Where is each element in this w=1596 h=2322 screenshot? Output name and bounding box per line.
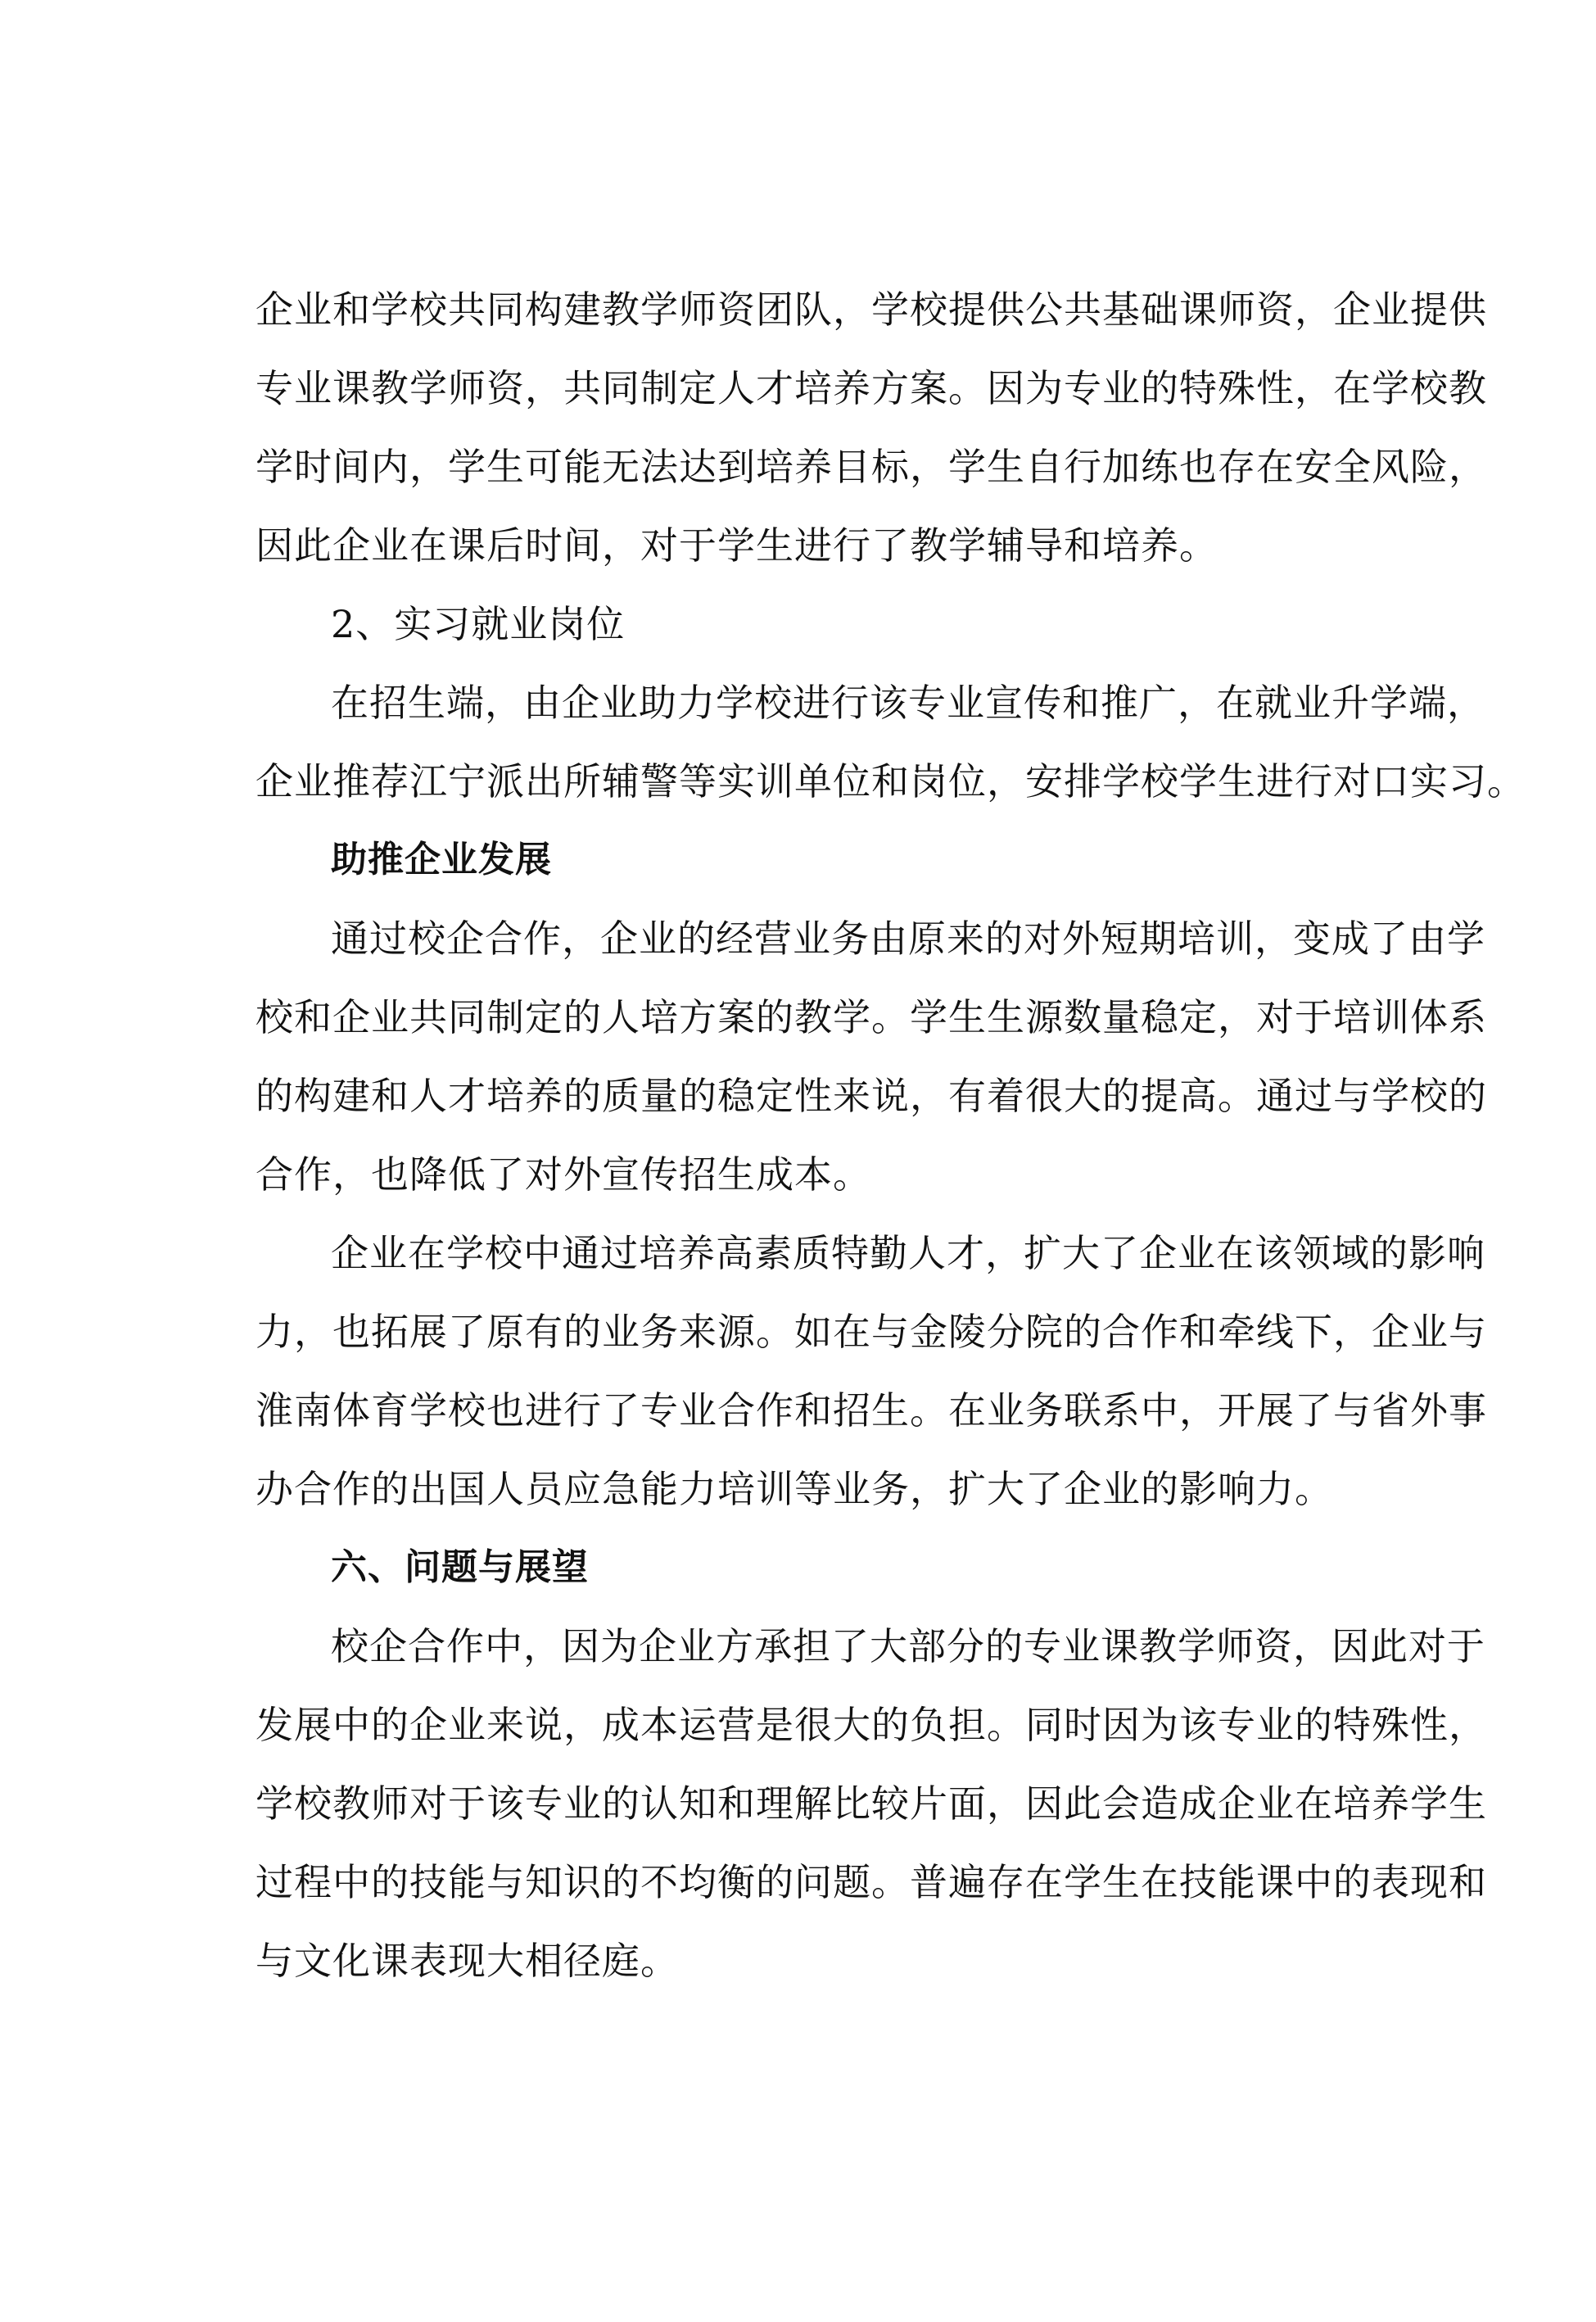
paragraph-line: 校和企业共同制定的人培方案的教学。学生生源数量稳定，对于培训体系 [255,995,1487,1039]
paragraph-line: 专业课教学师资，共同制定人才培养方案。因为专业的特殊性，在学校教 [255,366,1487,410]
paragraph-line: 合作，也降低了对外宣传招生成本。 [255,1152,871,1197]
paragraph-line: 企业推荐江宁派出所辅警等实训单位和岗位，安排学校学生进行对口实习。 [255,759,1526,803]
paragraph-line: 在招生端，由企业助力学校进行该专业宣传和推广，在就业升学端， [331,681,1485,725]
paragraph-line: 发展中的企业来说，成本运营是很大的负担。同时因为该专业的特殊性， [255,1703,1487,1747]
paragraph-line: 学校教师对于该专业的认知和理解比较片面，因此会造成企业在培养学生 [255,1781,1487,1826]
section-subheading: 2、实习就业岗位 [331,602,626,646]
section-heading: 助推企业发展 [331,839,552,880]
paragraph-line: 的构建和人才培养的质量的稳定性来说，有着很大的提高。通过与学校的 [255,1074,1487,1118]
paragraph-line: 淮南体育学校也进行了专业合作和招生。在业务联系中，开展了与省外事 [255,1388,1487,1433]
paragraph-line: 企业在学校中通过培养高素质特勤人才，扩大了企业在该领域的影响 [331,1231,1485,1275]
document-body [255,270,1526,2000]
paragraph-line: 通过校企合作，企业的经营业务由原来的对外短期培训，变成了由学 [331,917,1485,961]
paragraph-line: 与文化课表现大相径庭。 [255,1939,679,1983]
paragraph-line: 校企合作中，因为企业方承担了大部分的专业课教学师资，因此对于 [331,1624,1485,1668]
paragraph-line: 办合作的出国人员应急能力培训等业务，扩大了企业的影响力。 [255,1467,1333,1511]
paragraph-line: 企业和学校共同构建教学师资团队，学校提供公共基础课师资，企业提供 [255,287,1487,332]
paragraph-line: 力，也拓展了原有的业务来源。如在与金陵分院的合作和牵线下，企业与 [255,1310,1487,1354]
paragraph-line: 学时间内，学生可能无法达到培养目标，学生自行加练也存在安全风险， [255,445,1487,489]
paragraph-line: 因此企业在课后时间，对于学生进行了教学辅导和培养。 [255,523,1218,568]
section-heading: 六、问题与展望 [331,1546,589,1588]
paragraph-line: 过程中的技能与知识的不均衡的问题。普遍存在学生在技能课中的表现和 [255,1860,1487,1904]
